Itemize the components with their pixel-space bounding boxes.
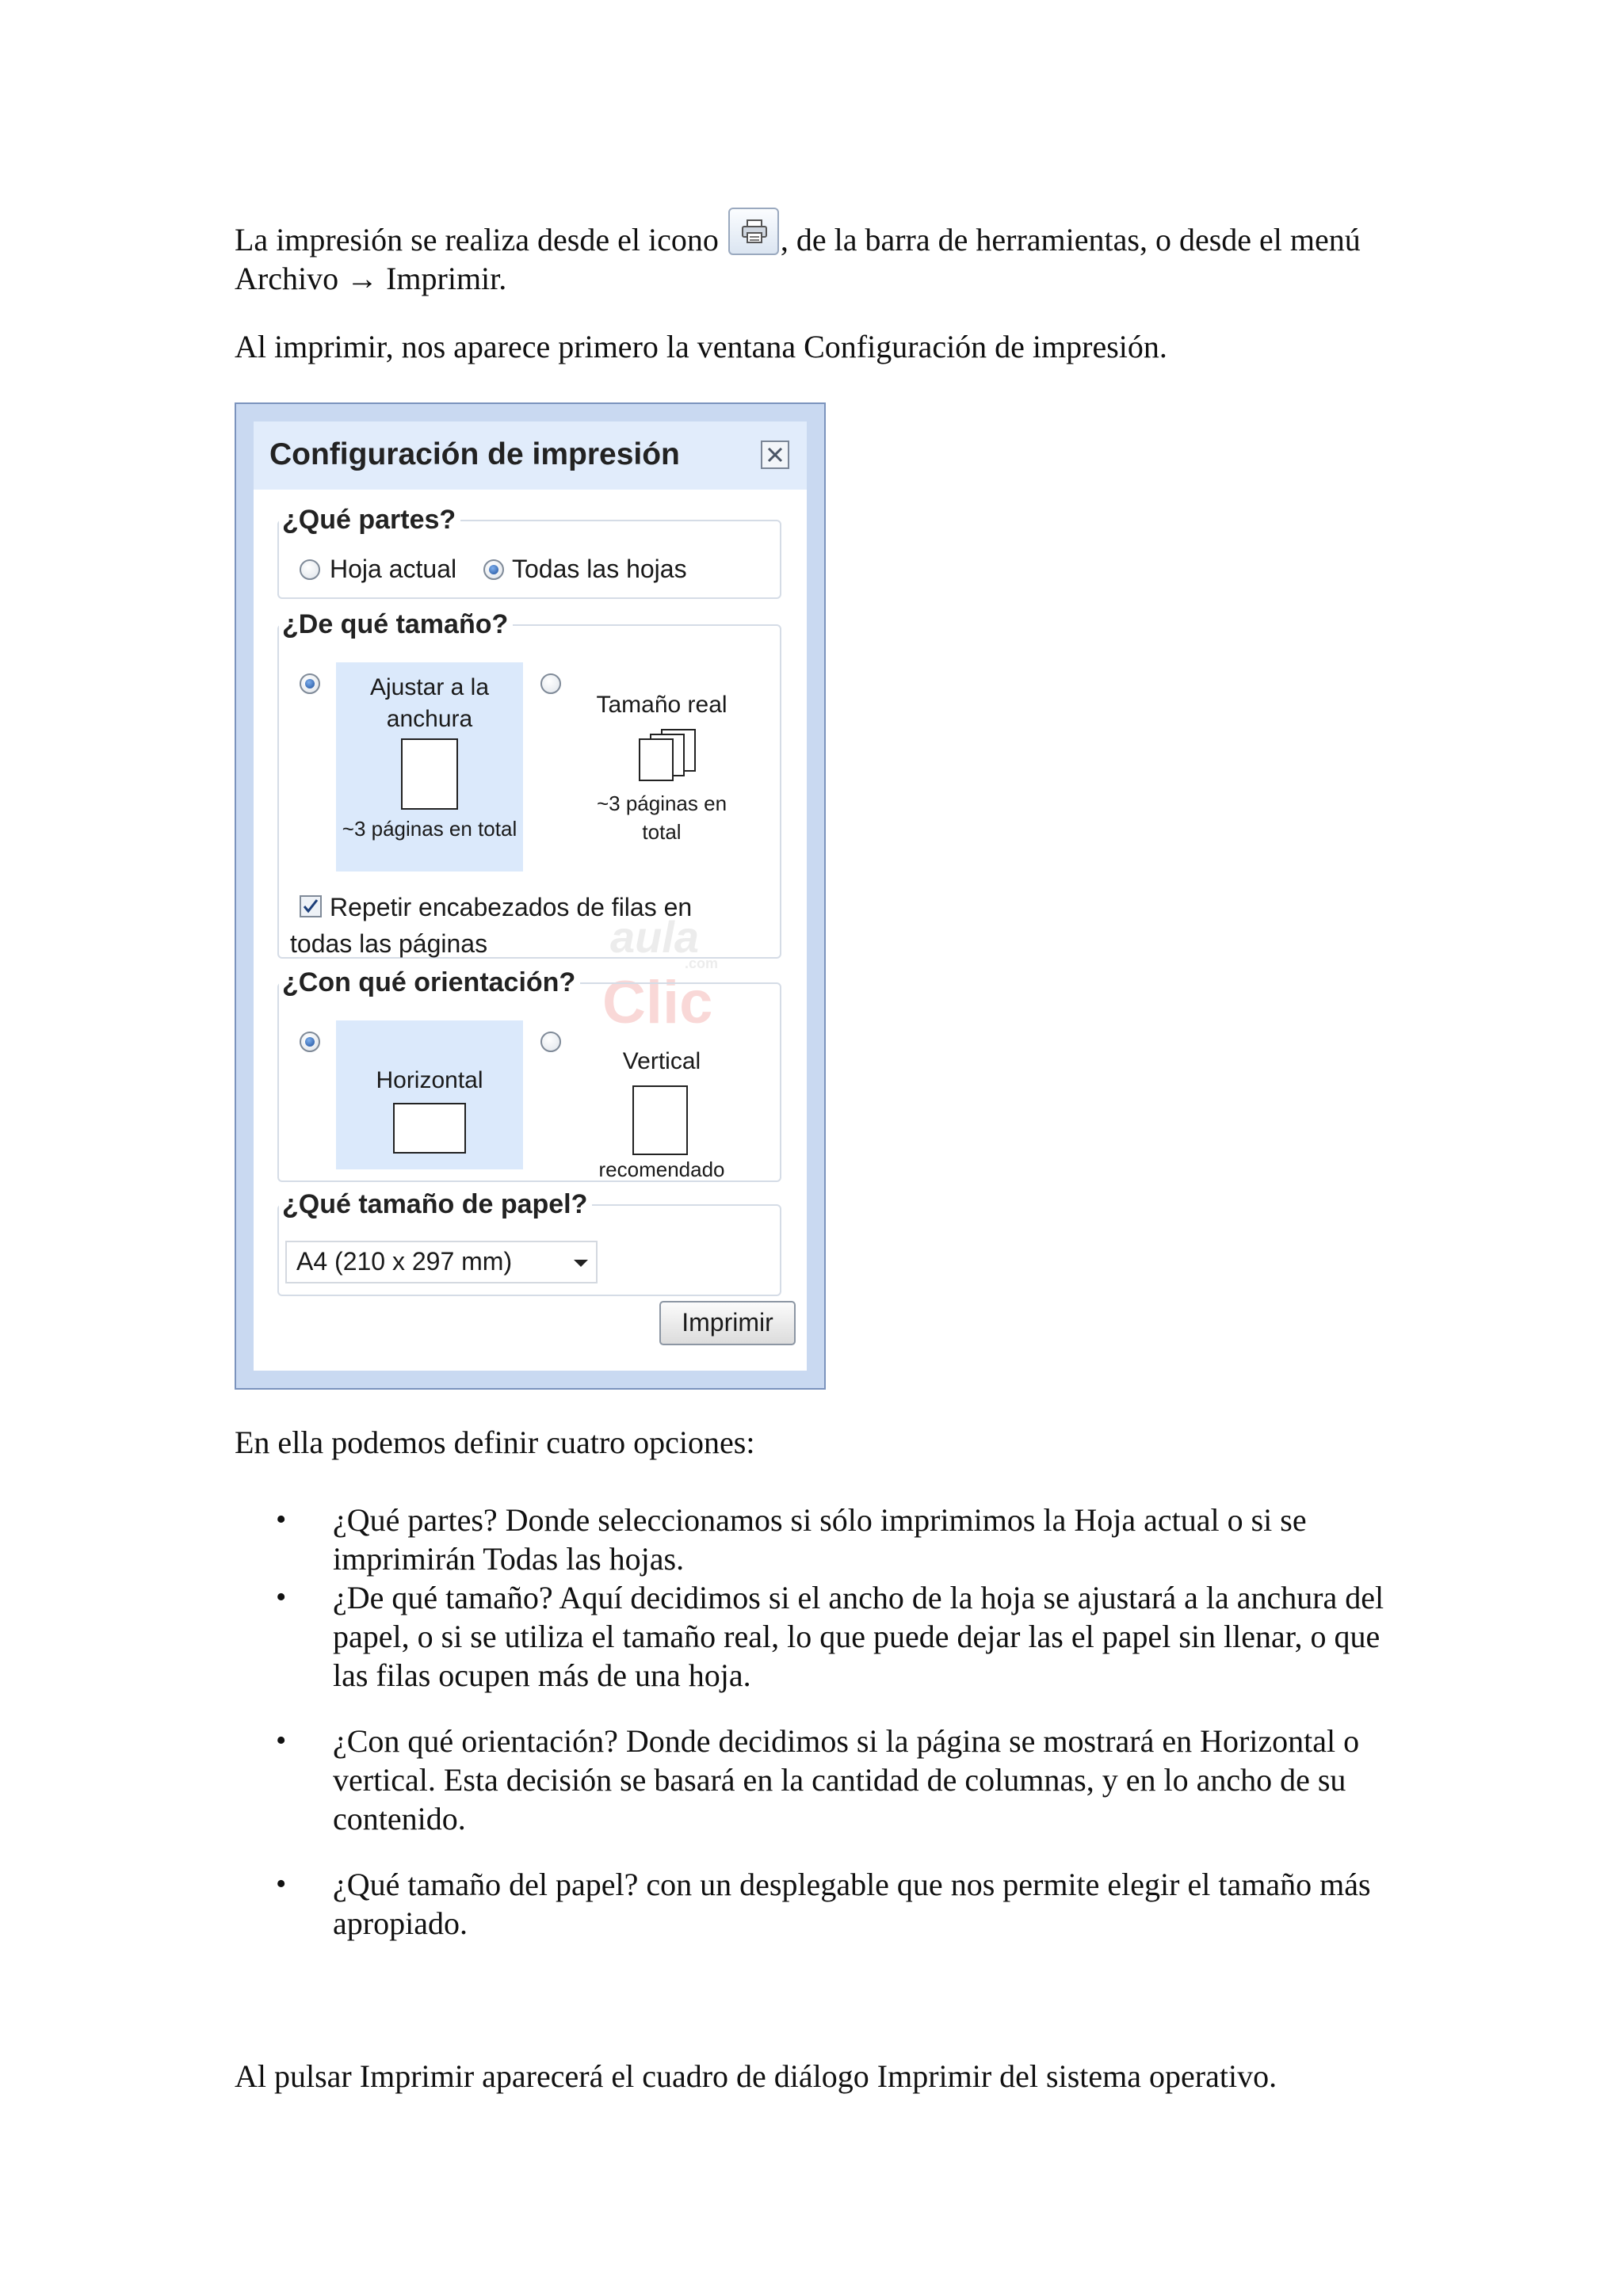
paper-size-select[interactable] (285, 1241, 598, 1283)
page-landscape-icon (393, 1103, 466, 1154)
watermark-top: aula (610, 912, 700, 962)
real-size-label[interactable]: Tamaño real (596, 692, 727, 718)
options-paragraph: En ella podemos definir cuatro opciones: (235, 1425, 755, 1460)
intro-paragraph (235, 208, 1415, 298)
radio-vertical[interactable] (540, 1032, 561, 1052)
parts-legend: ¿Qué partes? (279, 504, 460, 536)
horizontal-option[interactable] (336, 1020, 523, 1169)
dialog-title: Configuración de impresión (269, 437, 680, 471)
paper-legend: ¿Qué tamaño de papel? (279, 1188, 592, 1220)
page-vertical-icon (632, 1085, 688, 1155)
size-legend: ¿De qué tamaño? (279, 608, 513, 640)
real-size-pages: ~3 páginas en total (596, 791, 727, 844)
chevron-down-icon (574, 1260, 588, 1267)
printer-icon (728, 208, 779, 255)
orientation-legend: ¿Con qué orientación? (279, 967, 580, 998)
intro-text-1: La impresión se realiza desde el icono (235, 222, 719, 257)
radio-current-sheet[interactable] (300, 559, 320, 580)
config-paragraph: Al imprimir, nos aparece primero la ventana Configuración de impresión. (235, 329, 1167, 364)
vertical-note: recomendado (598, 1158, 725, 1181)
close-icon (767, 447, 783, 463)
list-item: • ¿Con qué orientación? Donde decidimos si la página se mostrará en Horizontal o vertical. Esta decisión se basará en la cantidad de columnas, y en lo ancho de su contenido. (235, 1722, 1415, 1838)
dialog-title-bar (254, 421, 807, 490)
list-item: • ¿Qué partes? Donde seleccionamos si sólo imprimimos la Hoja actual o si se imprimirán Todas las hojas. (235, 1501, 1415, 1578)
options-list (235, 1501, 1415, 1943)
vertical-label[interactable]: Vertical (622, 1048, 701, 1074)
repeat-headers-label[interactable]: Repetir encabezados de filas en todas las páginas (290, 893, 693, 958)
close-button[interactable] (761, 441, 789, 469)
print-config-dialog-frame (235, 402, 826, 1390)
watermark-bottom: Clic (602, 969, 713, 1036)
fit-width-pages: ~3 páginas en total (342, 817, 517, 841)
page-portrait-icon (401, 738, 458, 810)
fit-width-option[interactable] (336, 662, 523, 871)
label-all-sheets[interactable]: Todas las hojas (512, 555, 687, 583)
pages-stack-icon (639, 729, 702, 784)
radio-fit-width[interactable] (300, 673, 320, 694)
radio-all-sheets[interactable] (483, 559, 504, 580)
print-button[interactable]: Imprimir (659, 1301, 796, 1345)
intro-text-2: , de la barra de herramientas, o desde el menú Archivo → Imprimir. (235, 222, 1361, 296)
watermark-small: .com (685, 955, 719, 971)
paper-size-value: A4 (210 x 297 mm) (296, 1247, 513, 1276)
radio-horizontal[interactable] (300, 1032, 320, 1052)
fit-width-label: Ajustar a la anchura (369, 674, 490, 732)
label-current-sheet[interactable]: Hoja actual (330, 555, 457, 583)
final-paragraph: Al pulsar Imprimir aparecerá el cuadro de diálogo Imprimir del sistema operativo. (235, 2058, 1277, 2094)
list-item: • ¿Qué tamaño del papel? con un desplegable que nos permite elegir el tamaño más apropiado. (235, 1865, 1415, 1943)
radio-real-size[interactable] (540, 673, 561, 694)
horizontal-label: Horizontal (376, 1067, 483, 1093)
print-config-dialog (254, 421, 807, 1371)
list-item: • ¿De qué tamaño? Aquí decidimos si el ancho de la hoja se ajustará a la anchura del papel, o si se utiliza el tamaño real, lo que puede dejar las el papel sin llenar, o que las filas ocupen más de una hoja. (235, 1578, 1415, 1695)
